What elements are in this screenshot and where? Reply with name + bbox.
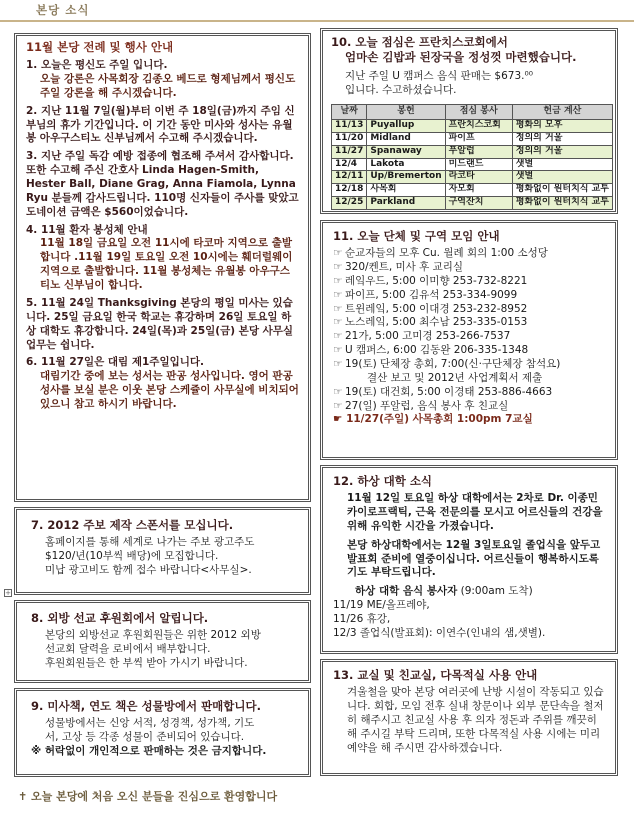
event-item-head: 6. 11월 27일은 대림 제1주일입니다. — [26, 356, 205, 369]
table-cell: 라코타 — [445, 171, 512, 184]
table-row — [332, 132, 613, 145]
table-header-cell: 봉헌 — [367, 105, 445, 120]
table-row — [332, 171, 613, 184]
hasang-food-header — [333, 585, 605, 599]
event-item — [26, 224, 299, 293]
table-cell: 푸알럽 — [445, 145, 512, 158]
lunch-section — [320, 28, 618, 214]
event-item-head: 1. 오늘은 평신도 주일 입니다. — [26, 59, 168, 72]
event-item-head: 2. 지난 11월 7일(월)부터 이번 주 18일(금)까지 주임 신부님의 휴가 기간입니다. 이 기간 동안 미사와 성사는 유월봉 아우구스티노 신부님께서 수고해 주시겠습니다. — [26, 104, 295, 145]
meeting-item-text: 27(일) 푸알럽, 음식 봉사 후 친교실 — [345, 399, 509, 412]
mission-title: 8. 외방 선교 후원회에서 알립니다. — [31, 611, 209, 625]
table-cell: 12/11 — [332, 171, 367, 184]
mission-section — [14, 600, 311, 683]
meeting-item — [333, 386, 605, 400]
meeting-item — [333, 330, 605, 344]
pointing-hand-icon: ☞ — [333, 316, 343, 329]
meeting-item-text: 21가, 5:00 고미경 253-266-7537 — [345, 330, 511, 343]
event-item — [26, 105, 299, 147]
event-item-head: 5. 11월 24일 Thanksgiving 본당의 평일 미사는 있습니다. 25일 금요일 한국 학교는 휴강하며 26일 토요일 하상 대학도 휴강합니다. 24일(목)과 25일(금) 본당 사무실 업무는 쉽니다. — [26, 296, 294, 351]
hasang-para1: 11월 12일 토요일 하상 대학에서는 2차로 Dr. 이종민 카이로프랙틱, 근육 전문의를 모시고 어르신들의 건강을 위해 유익한 시간을 가졌습니다. — [347, 492, 603, 532]
event-item-body: 대림기간 중에 보는 성서는 판공 성사입니다. 영어 판공성사를 보실 분은 이웃 본당 스케쥴이 사무실에 비치되어 있으니 참고 하시기 바랍니다. — [40, 370, 299, 410]
lunch-title-line2: 엄마손 김밥과 된장국을 정성껏 마련했습니다. — [345, 50, 577, 65]
table-cell: Midland — [367, 132, 445, 145]
event-item — [26, 297, 299, 352]
meeting-item-text: 노스레잌, 5:00 최수남 253-335-0153 — [345, 316, 528, 329]
table-header-row — [332, 105, 613, 120]
table-cell: 12/18 — [332, 184, 367, 197]
ad-title: 7. 2012 주보 제작 스폰서를 모십니다. — [31, 518, 234, 532]
event-item-head: 3. 지난 주일 독감 예방 접종에 협조해 주셔서 감사합니다. 또한 수고해 주신 간호사 Linda Hagen-Smith, Hester Ball, Diane Grag, Anna Fiamola, Lynna Ryu 분들께 감사드립니다. 110명 신자들이 주사를 맞았고 도네이션 금액은 $560이었습니다. — [26, 150, 299, 218]
pointing-hand-icon: ☞ — [333, 302, 343, 315]
event-item-body: 11월 18일 금요일 오전 11시에 타코마 지역으로 출발합니다 .11월 19일 토요일 오전 10시에는 훼더럴웨이 지역으로 출발합니다. 11월 봉성체는 유월봉 아우구스티노 신부님이 합니다. — [40, 237, 293, 292]
pointing-hand-icon: ☞ — [333, 274, 343, 287]
pointing-hand-icon: ☞ — [333, 261, 343, 274]
table-cell: 파이프 — [445, 132, 512, 145]
table-cell: 샛별 — [512, 158, 612, 171]
table-cell: 평화없이 원터치식 교투 — [512, 184, 612, 197]
table-cell: Parkland — [367, 197, 445, 210]
table-cell: 12/25 — [332, 197, 367, 210]
meetings-section — [320, 220, 618, 460]
hasang-schedule-line: 11/19 ME/올프레야, — [333, 599, 430, 612]
page-footer: ✝ 오늘 본당에 처음 오신 분들을 진심으로 환영합니다 — [18, 790, 278, 803]
pointing-hand-icon: ☞ — [333, 385, 343, 398]
pointing-hand-icon: ☞ — [333, 288, 343, 301]
table-cell: 평화없이 원터치식 교투 — [512, 197, 612, 210]
table-row — [332, 158, 613, 171]
rooms-title: 13. 교실 및 친교실, 다목적실 사용 안내 — [333, 668, 538, 682]
event-item-head: 4. 11월 환자 봉성체 안내 — [26, 223, 148, 236]
table-cell: 11/20 — [332, 132, 367, 145]
table-cell: Puyallup — [367, 119, 445, 132]
meeting-item — [333, 400, 605, 414]
lunch-schedule-table — [331, 104, 613, 210]
ad-line: $120/년(10부씩 배당)에 모집합니다. — [45, 550, 219, 563]
table-cell: 샛별 — [512, 171, 612, 184]
meetings-list — [333, 247, 605, 413]
meeting-item-text: 트윈레잌, 5:00 이대경 253-232-8952 — [345, 302, 528, 315]
pointing-hand-icon: ☞ — [333, 399, 343, 412]
meetings-title: 11. 오늘 단체 및 구역 모임 안내 — [333, 229, 500, 243]
hasang-schedule-line: 12/3 졸업식(발표회): 이연수(인내의 샘,샛별). — [333, 626, 546, 639]
events-section — [14, 33, 311, 502]
table-cell: 미드랜드 — [445, 158, 512, 171]
table-cell: Spanaway — [367, 145, 445, 158]
table-cell: 11/13 — [332, 119, 367, 132]
table-cell: 평화의 모후 — [512, 119, 612, 132]
events-list — [26, 59, 299, 412]
hasang-schedule-line: 11/26 휴강, — [333, 613, 391, 626]
mission-line: 선교회 달력을 로비에서 배부합니다. — [45, 643, 211, 656]
table-cell: 프란치스코회 — [445, 119, 512, 132]
meeting-item — [333, 247, 605, 261]
rooms-body: 겨울철을 맞아 본당 여러곳에 난방 시설이 작동되고 있습니다. 회합, 모임 전후 실내 창문이나 외부 문단속을 철저히 해주시고 친교실 사용 후 의자 정돈과 주위를 깨끗히 해 주시길 부탁 드리며, 또한 다목적실 사용 시에는 미리 예약을 해 주시면 감사하겠습니다. — [347, 686, 604, 754]
table-row — [332, 197, 613, 210]
hasang-para2: 본당 하상대학에서는 12월 3일토요일 졸업식을 앞두고 발표회 준비에 열중이십니다. 어르신들이 행복하시도록 기도 부탁드립니다. — [347, 538, 601, 579]
meeting-item-text: 레잌우드, 5:00 이미향 253-732-8221 — [345, 274, 528, 287]
hasang-food-title: 하상 대학 음식 봉사자 — [355, 585, 458, 598]
meeting-item — [333, 372, 605, 386]
table-header-cell: 헌금 계산 — [512, 105, 612, 120]
event-item — [26, 150, 299, 219]
mission-line: 본당의 외방선교 후원회원들은 위한 2012 외방 — [45, 629, 261, 642]
table-cell: 정의의 거울 — [512, 145, 612, 158]
meeting-item — [333, 303, 605, 317]
pointing-hand-icon: ☞ — [333, 344, 343, 357]
lunch-title-line1: 10. 오늘 점심은 프란치스코회에서 — [331, 35, 508, 49]
meeting-item — [333, 316, 605, 330]
mission-line: 후원회원들은 한 부씩 받아 가시기 바랍니다. — [45, 656, 248, 669]
ad-line: 홈페이지를 통해 세계로 나가는 주보 광고주도 — [45, 536, 255, 549]
meeting-item-text: U 캠퍼스, 6:00 김동완 206-335-1348 — [345, 344, 529, 357]
table-cell: Up/Bremerton — [367, 171, 445, 184]
rooms-section — [320, 659, 618, 776]
table-cell: Lakota — [367, 158, 445, 171]
table-cell: 구역잔치 — [445, 197, 512, 210]
table-row — [332, 145, 613, 158]
table-cell: 정의의 거울 — [512, 132, 612, 145]
meeting-item-text: 결산 보고 및 2012년 사업계획서 제출 — [367, 371, 543, 384]
table-header-cell: 날짜 — [332, 105, 367, 120]
page-header-title: 본당 소식 — [36, 3, 90, 17]
pointing-hand-icon: ☞ — [333, 358, 343, 371]
lunch-note-line1: 지난 주일 U 캠퍼스 음식 판매는 $673.⁰⁰ — [345, 70, 533, 83]
table-row — [332, 184, 613, 197]
meeting-item — [333, 358, 605, 372]
hasang-college-section — [320, 465, 618, 654]
pointing-hand-icon: ☞ — [333, 330, 343, 343]
books-section — [14, 688, 311, 777]
table-cell: 자모회 — [445, 184, 512, 197]
books-line: 서, 고상 등 각종 성물이 준비되어 있습니다. — [45, 731, 245, 744]
pointing-hand-icon: ☞ — [333, 247, 343, 260]
meeting-item — [333, 261, 605, 275]
page-header — [0, 0, 634, 22]
event-item — [26, 59, 299, 101]
books-warning: ※ 허락없이 개인적으로 판매하는 것은 금지합니다. — [31, 744, 267, 757]
ad-line: 미납 광고비도 함께 접수 바랍니다<사무실>. — [45, 563, 252, 576]
table-cell: 사목회 — [367, 184, 445, 197]
table-body — [332, 119, 613, 209]
table-row — [332, 119, 613, 132]
lunch-note-line2: 입니다. 수고하셨습니다. — [345, 84, 457, 97]
move-handle-icon[interactable]: + — [5, 589, 11, 597]
meeting-item — [333, 289, 605, 303]
books-line: 성물방에서는 신앙 서적, 성경책, 성가책, 기도 — [45, 717, 255, 730]
meeting-item-text: 19(토) 단체장 총회, 7:00(신·구단체장 참석요) — [345, 358, 561, 371]
meeting-item-text: 320/켄트, 미사 후 교리실 — [345, 261, 464, 274]
meeting-item — [333, 275, 605, 289]
books-title: 9. 미사책, 연도 책은 성물방에서 판매합니다. — [31, 699, 261, 713]
table-cell: 12/4 — [332, 158, 367, 171]
events-title: 11월 본당 전례 및 행사 안내 — [26, 40, 174, 54]
table-header-cell: 점심 봉사 — [445, 105, 512, 120]
meetings-highlight: ☛ 11/27(주일) 사목총회 1:00pm 7교실 — [333, 413, 533, 426]
event-item — [26, 356, 299, 411]
meeting-item — [333, 344, 605, 358]
event-item-body: 오늘 강론은 사목회장 김종오 베드로 형제님께서 평신도 주일 강론을 해 주시겠습니다. — [40, 73, 296, 99]
hasang-title: 12. 하상 대학 소식 — [333, 474, 433, 488]
meeting-item-text: 19(토) 대건회, 5:00 이경태 253-886-4663 — [345, 385, 553, 398]
meeting-item-text: 순교자들의 모후 Cu. 월례 회의 1:00 소성당 — [345, 247, 548, 260]
hasang-food-time: (9:00am 도착) — [460, 585, 533, 598]
meeting-item-text: 파이프, 5:00 김유석 253-334-9099 — [345, 288, 518, 301]
ad-sponsor-section — [14, 507, 311, 595]
table-cell: 11/27 — [332, 145, 367, 158]
